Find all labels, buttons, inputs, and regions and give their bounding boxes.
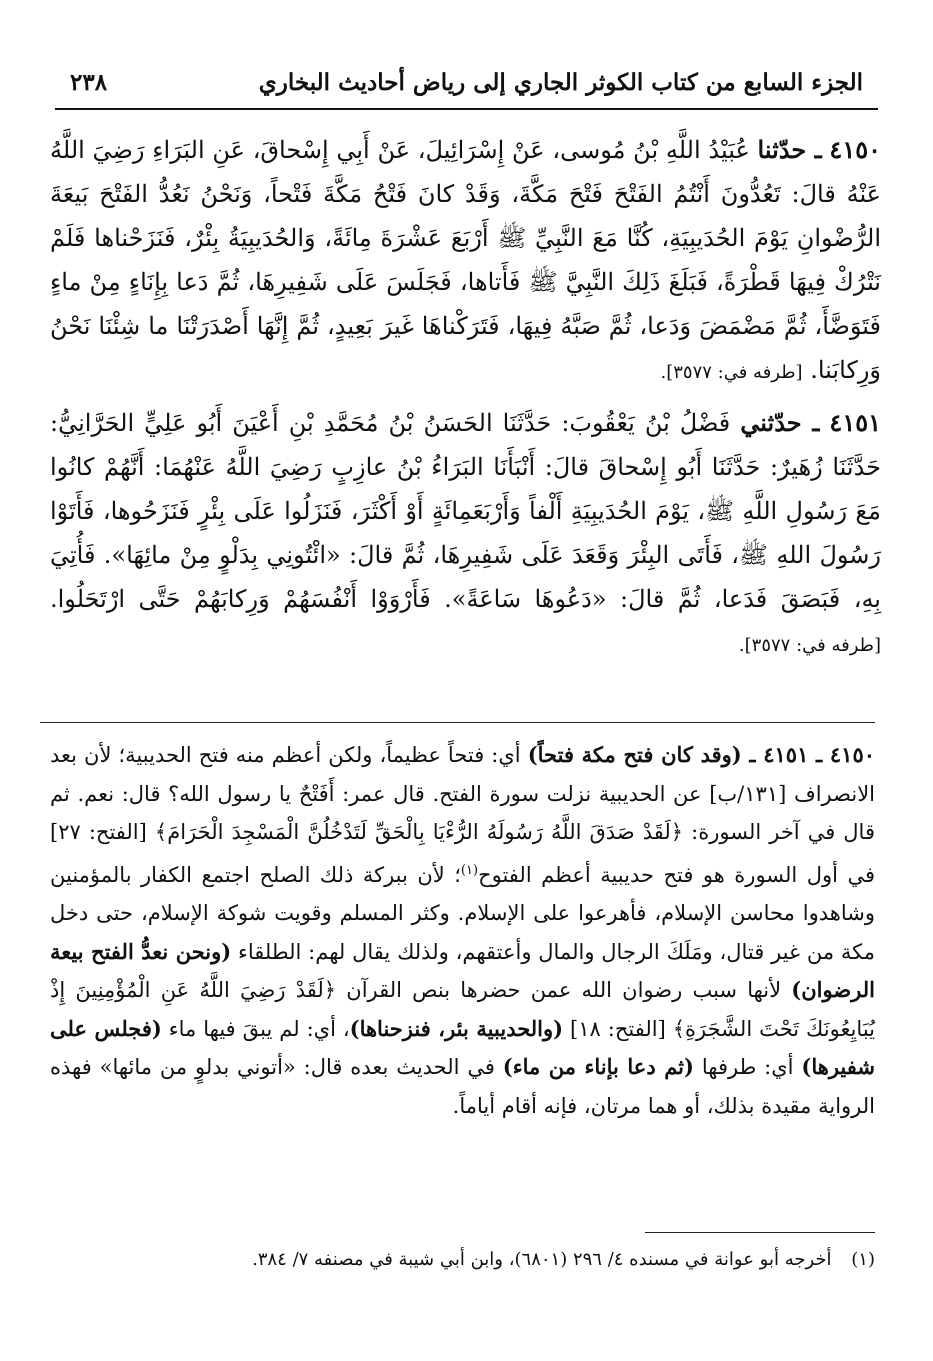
footnote-number: (١) <box>851 1249 875 1270</box>
commentary-text: في الحديث بعده قال: «أتوني بدلوٍ من مائها» فهذه الرواية مقيدة بذلك، أو هما مرتان، فإنه أقام أياماً. <box>50 1055 875 1118</box>
commentary-text: أي: طرفها <box>701 1055 794 1079</box>
hadith-intro: ـ حدّثنا <box>757 135 822 164</box>
commentary <box>50 736 875 1125</box>
hadith-4150 <box>50 128 881 395</box>
quran-verse: ﴿لَقَدْ صَدَقَ اللَّهُ رَسُولَهُ الرُّءْيَا بِالْحَقِّ لَتَدْخُلُنَّ الْمَسْجِدَ الْحَرَامَ﴾ <box>154 820 684 844</box>
hadith-4151 <box>50 401 881 668</box>
footnote <box>50 1246 875 1274</box>
commentary-lead: ٤١٥٠ ـ ٤١٥١ ـ (وقد كان فتح مكة فتحاً) <box>527 742 876 767</box>
header-rule <box>55 108 878 110</box>
page-number: ٢٣٨ <box>70 68 108 96</box>
page-header <box>70 62 863 102</box>
footnote-rule <box>645 1232 875 1233</box>
commentary-text: أي: فتحاً عظيماً، ولكن أعظم منه فتح الحديبية؛ لأن بعد الانصراف [١٣١/ب] عن الحديبية نزلت سورة الفتح. قال عمر: أَفَتْحٌ يا رسول الله؟ قال: نعم. ثم قال في آخر السورة: <box>50 743 875 844</box>
hadith-text <box>50 128 881 674</box>
hadith-body: فَضْلُ بْنُ يَعْقُوبَ: حَدَّثَنَا الحَسَنُ بْنُ مُحَمَّدِ بْنِ أَعْيَنَ أَبُو عَلِيٍّ الحَرَّانِيُّ: حَدَّثَنَا زُهَيرٌ: حَدَّثَنَا أَبُو إِسْحاقَ قالَ: أَنْبَأَنَا البَرَاءُ بْنُ عازِبٍ رَضِيَ اللَّهُ عَنْهُمَا: أَنَّهُمْ كانُوا مَعَ رَسُولِ اللَّهِ ﷺ، يَوْمَ الحُدَيبِيَةِ أَلْفاً وَأَرْبَعَمِائَةٍ أَوْ أَكْثَرَ، فَنَزَلُوا عَلَى بِئْرٍ فَنَزَحُوها، فَأَتَوْا رَسُولَ اللهِ ﷺ، فَأَتَى البِئْرَ وَقَعَدَ عَلَى شَفِيرِهَا، ثُمَّ قالَ: «ائْتُونِي بِدَلْوٍ مِنْ مائِهَا». فَأُتِيَ بِهِ، فَبَصَقَ فَدَعا، ثُمَّ قالَ: «دَعُوهَا سَاعَةً». فَأَرْوَوْا أَنْفُسَهُمْ وَرِكابَهُمْ حَتَّى ارْتَحَلُوا. <box>50 409 882 613</box>
footnote-text: أخرجه أبو عوانة في مسنده ٤/ ٢٩٦ (٦٨٠١)، وابن أبي شيبة في مصنفه ٧/ ٣٨٤. <box>252 1249 832 1270</box>
cross-reference: [طرفه في: ٣٥٧٧]. <box>738 635 881 656</box>
verse-reference: [الفتح: ٢٧] <box>50 820 147 844</box>
hadith-number: ٤١٥٠ <box>829 135 881 164</box>
hadith-number: ٤١٥١ <box>829 408 881 437</box>
quoted-phrase: (والحديبية بئر، فنزحناها) <box>349 1015 564 1041</box>
footnote-marker[interactable]: (١) <box>460 862 479 878</box>
running-title: الجزء السابع من كتاب الكوثر الجاري إلى رياض أحاديث البخاري <box>258 68 863 96</box>
commentary-text: لأنها سبب رضوان الله عمن حضرها بنص القرآن <box>346 978 782 1002</box>
quran-verse: ﴿لَقَدْ رَضِيَ اللَّهُ عَنِ الْمُؤْمِنِينَ إِذْ يُبَايِعُونَكَ تَحْتَ الشَّجَرَةِ﴾ <box>50 978 875 1041</box>
hadith-body: عُبَيْدُ اللَّهِ بْنُ مُوسى، عَنْ إِسْرَائِيلَ، عَنْ أَبِي إِسْحاقَ، عَنِ البَرَاءِ رَضِيَ اللَّهُ عَنْهُ قالَ: تَعُدُّونَ أَنْتُمُ الفَتْحَ فَتْحَ مَكَّةَ، وَقَدْ كانَ فَتْحُ مَكَّةَ فَتْحاً، وَنَحْنُ نَعُدُّ الفَتْحَ بَيعَةَ الرُّضْوانِ يَوْمَ الحُدَيبِيَةِ، كُنَّا مَعَ النَّبِيِّ ﷺ أَرْبَعَ عَشْرَةَ مِائَةً، وَالحُدَيبِيَةُ بِئْرٌ، فَنَزَحْناها فَلَمْ نَتْرُكْ فِيهَا قَطْرَةً، فَبَلَغَ ذَلِكَ النَّبِيَّ ﷺ فَأَتاها، فَجَلَسَ عَلَى شَفِيرِهَا، ثُمَّ دَعا بِإِنَاءٍ مِنْ ماءٍ فَتَوَضَّأَ، ثُمَّ مَضْمَضَ وَدَعا، ثُمَّ صَبَّهُ فِيهَا، فَتَرَكْناهَا غَيرَ بَعِيدٍ، ثُمَّ إِنَّهَا أَصْدَرَتْنَا ما شِئْنَا نَحْنُ وَرِكابَنا. <box>50 136 882 384</box>
quoted-phrase: (ثم دعا بإناء من ماء) <box>502 1054 694 1079</box>
commentary-text: في أول السورة هو فتح حديبية أعظم الفتوح <box>478 862 876 887</box>
hadith-intro: ـ حدّثني <box>740 408 820 437</box>
commentary-text: ؛ لأن ببركة ذلك الصلح اجتمع الكفار بالمؤمنين وشاهدوا محاسن الإسلام، فأهرعوا على الإسلام. وكثر المسلم وقويت شوكة الإسلام، حتى دخل مكة من غير قتال، ومَلَكَ الرجال والمال وأعتقهم، ولذلك يقال لهم: الطلقاء <box>50 862 875 964</box>
verse-reference: [الفتح: ١٨] <box>570 1016 666 1041</box>
quoted-phrase: (فجلس على شفيرها) <box>50 1015 875 1079</box>
commentary-separator <box>40 722 875 723</box>
commentary-text: ، أي: لم يبقَ فيها ماء <box>168 1016 350 1041</box>
cross-reference: [طرفه في: ٣٥٧٧]. <box>660 362 803 383</box>
quoted-phrase: (ونحن نعدُّ الفتح بيعة الرضوان) <box>50 938 875 1002</box>
commentary-paragraph <box>50 736 875 1125</box>
